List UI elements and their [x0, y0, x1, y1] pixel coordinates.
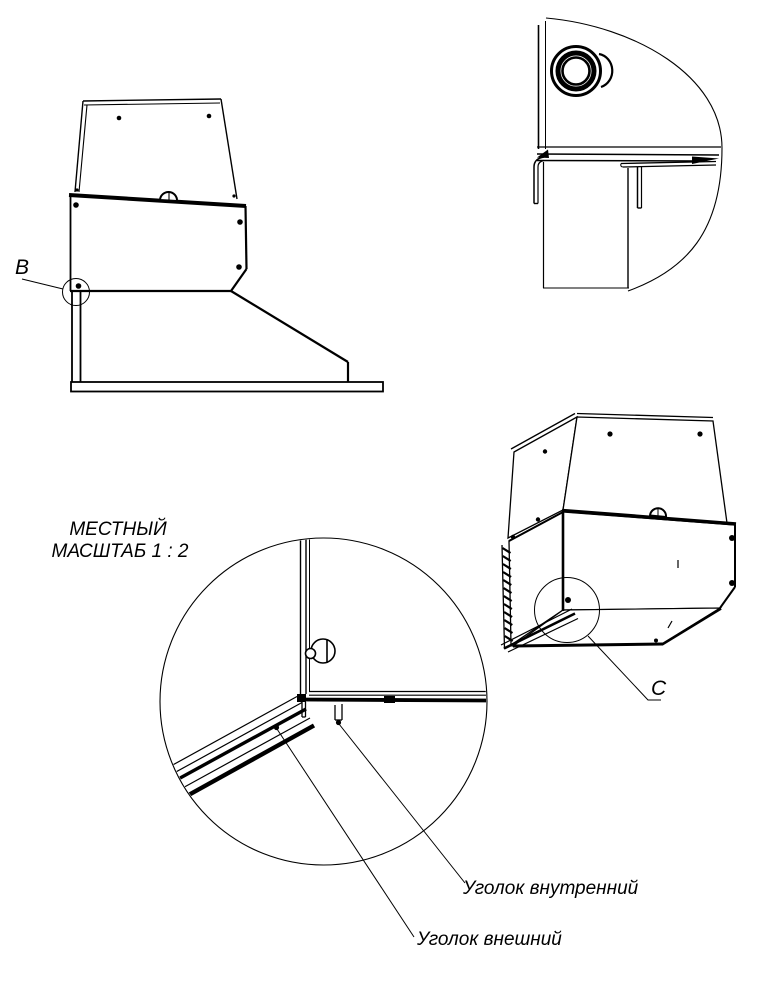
rivet-dot: [232, 194, 235, 197]
side-view-middle-body: [69, 192, 247, 291]
rivet-dot: [236, 264, 242, 270]
bracket-fill: [384, 696, 395, 703]
callout-dot: [336, 720, 341, 725]
leader-line-inner-angle: [339, 724, 465, 883]
rivet-dot: [207, 114, 212, 119]
scale-note: [52, 518, 189, 562]
hopper-right-face: [563, 417, 727, 523]
rivet-dot: [73, 202, 79, 208]
callout-outer-angle-label: Уголок внешний: [417, 929, 562, 950]
corner-fill: [297, 694, 306, 702]
side-view-top-hopper: [75, 99, 237, 199]
callout-dot: [274, 725, 279, 730]
rivet-dot: [565, 597, 571, 603]
leader-line-b: [22, 279, 63, 289]
side-view-base: [71, 291, 383, 392]
rivet-dot: [729, 580, 735, 586]
box-right-face: [563, 512, 735, 610]
rivet-dot: [697, 431, 702, 436]
rivet-dot: [654, 639, 658, 643]
rivet-dot: [76, 283, 82, 289]
rivet-dot: [117, 116, 122, 121]
local-detail-content: [160, 520, 487, 797]
detail-b-label: В: [15, 256, 30, 279]
detail-b-marker: [15, 256, 90, 306]
rivet-dot: [729, 535, 735, 541]
grommet-icon: [552, 47, 613, 96]
side-view: [15, 99, 383, 392]
rivet-dot: [536, 517, 540, 521]
rivet-dot: [237, 219, 243, 225]
angle-bar-rails: [160, 697, 314, 798]
base-plate: [71, 382, 383, 392]
weld-wedge: [692, 157, 719, 165]
rivet-dot: [543, 449, 547, 453]
angle-bracket-middle: [621, 162, 716, 209]
scale-note-line2: МАСШТАБ 1 : 2: [51, 541, 189, 562]
corner-detail-view: [534, 18, 722, 291]
angle-bracket-left: [534, 157, 544, 204]
leader-line-outer-angle: [277, 729, 414, 937]
rivet-dot: [607, 431, 612, 436]
rivet-dot: [75, 188, 78, 191]
rivet-dot: [511, 535, 515, 539]
isometric-view: [501, 414, 736, 701]
scale-note-line1: МЕСТНЫЙ: [69, 519, 167, 540]
detail-c-label: С: [651, 677, 667, 700]
callout-inner-angle-label: Уголок внутренний: [463, 878, 639, 899]
